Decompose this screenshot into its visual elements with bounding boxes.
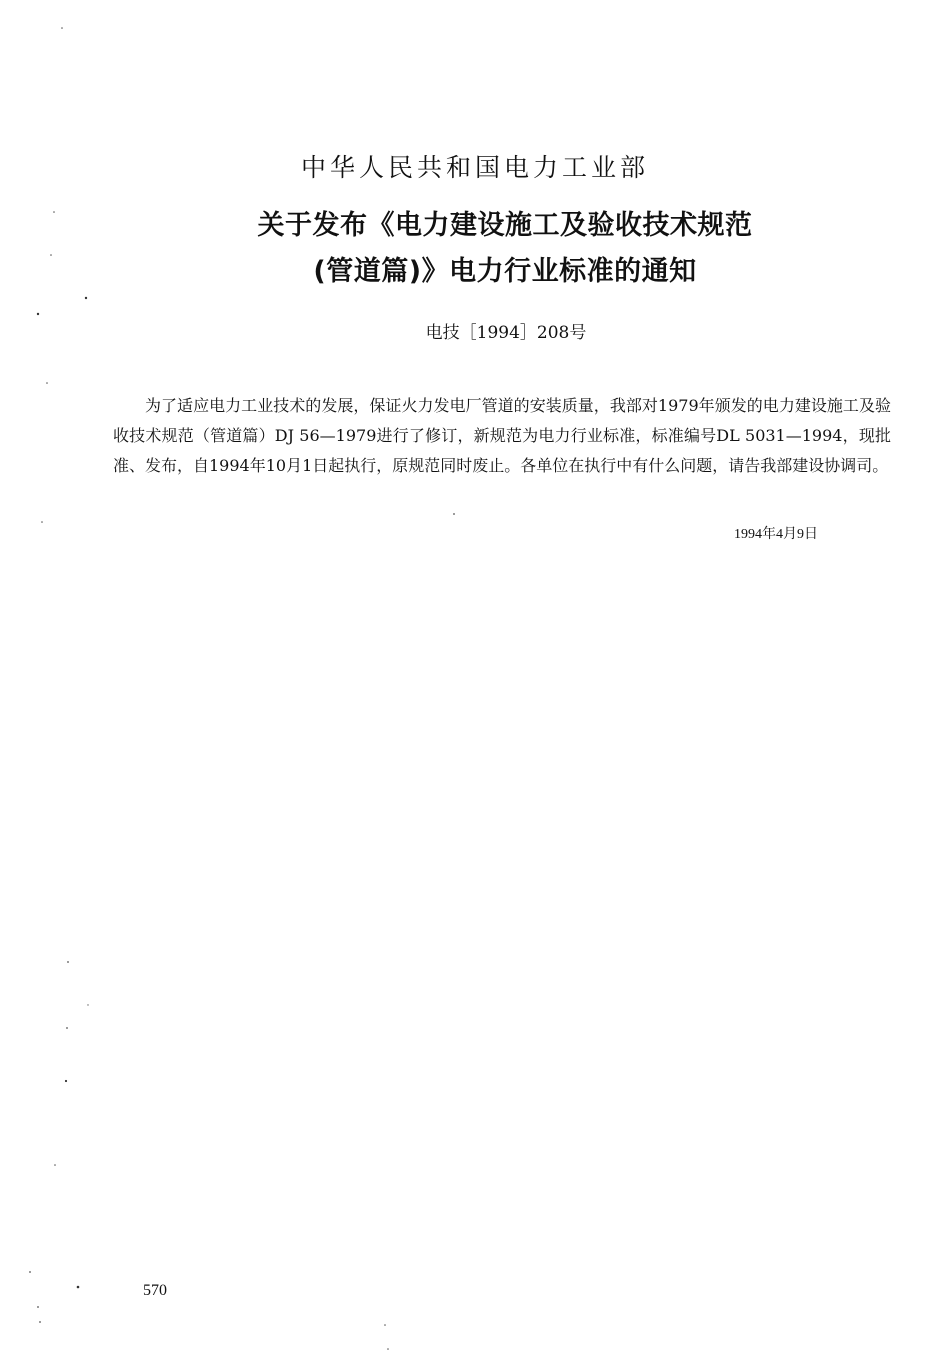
issuer-heading: 中华人民共和国电力工业部 [300, 153, 649, 182]
scan-speck [67, 961, 69, 963]
notice-title-line-2: (管道篇)》电力行业标准的通知 [313, 256, 697, 287]
scan-speck [85, 297, 87, 299]
document-number: 电技［1994］208号 [425, 323, 587, 343]
scan-speck [66, 1027, 68, 1029]
scan-speck [39, 1321, 41, 1323]
scan-speck [41, 521, 43, 523]
scan-speck [37, 313, 39, 315]
scan-speck [37, 1306, 39, 1308]
scan-speck [54, 1164, 56, 1166]
notice-title-line-1: 关于发布《电力建设施工及验收技术规范 [257, 210, 753, 241]
scan-speck [384, 1324, 386, 1326]
scan-speck [87, 1004, 88, 1005]
scan-speck [77, 1286, 80, 1289]
scan-speck [29, 1271, 31, 1273]
scan-speck [453, 513, 455, 515]
scan-speck [61, 27, 63, 29]
page-number: 570 [143, 1282, 167, 1299]
scan-speck [50, 254, 52, 256]
scan-speck [387, 1348, 389, 1350]
issue-date: 1994年4月9日 [734, 527, 818, 542]
scan-speck [65, 1080, 67, 1082]
scan-speck [46, 382, 48, 384]
scan-speck [53, 211, 55, 213]
notice-body: 为了适应电力工业技术的发展，保证火力发电厂管道的安装质量，我部对1979年颁发的电力建设施工及验收技术规范（管道篇）DJ 56—1979进行了修订，新规范为电力行业标准，标准编号DL 5031—1994，现批准、发布，自1994年10月1日起执行，原规范同时废止。各单位在执行中有什么问题，请告我部建设协调司。 [113, 396, 891, 475]
